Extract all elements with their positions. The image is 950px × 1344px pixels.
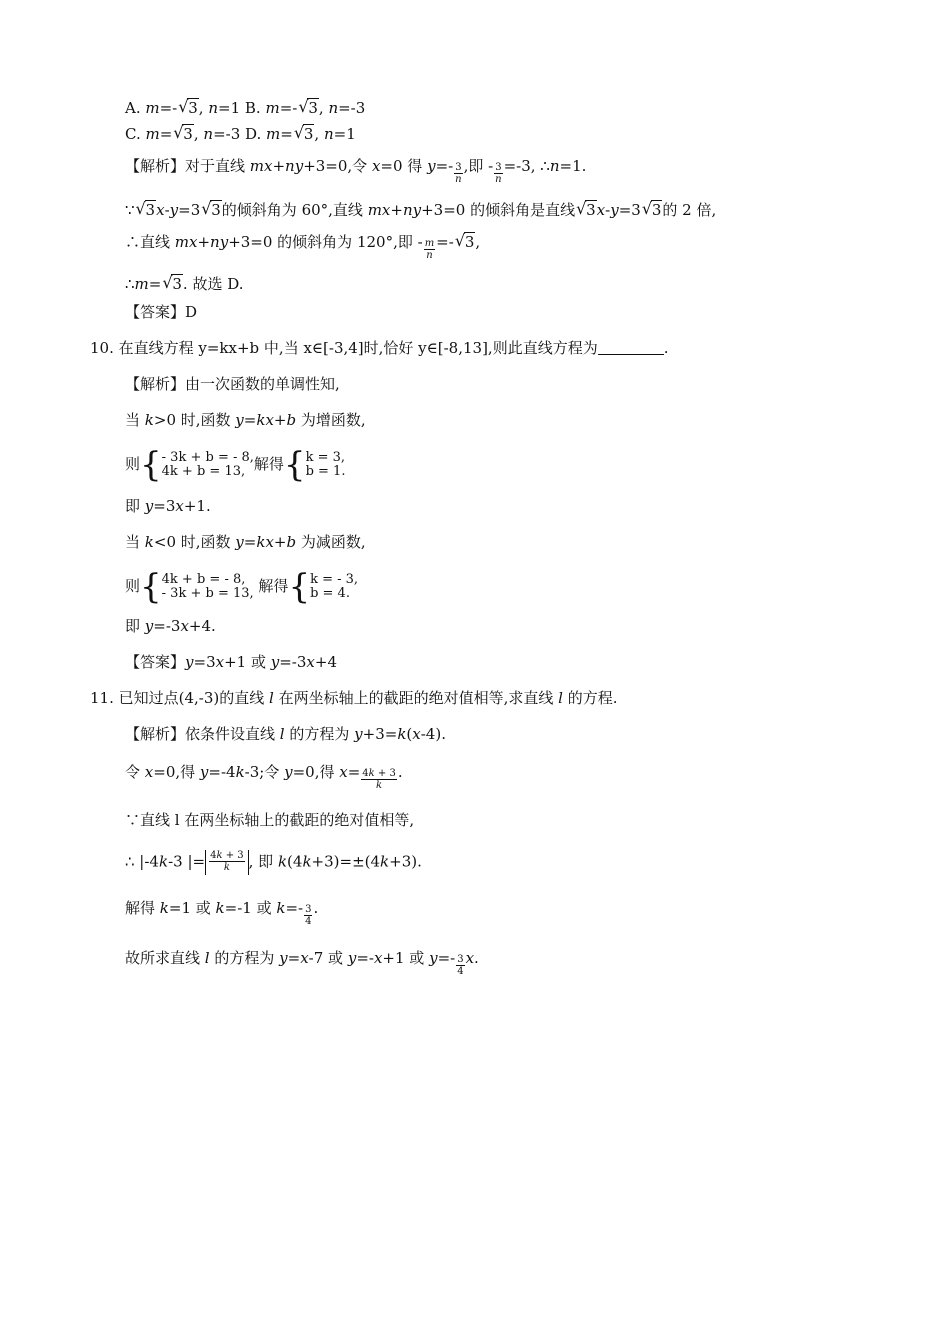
q11-analysis-3: ∵直线 l 在两坐标轴上的截距的绝对值相等, xyxy=(125,811,415,829)
q10-answer: 【答案】y=3x+1 或 y=-3x+4 xyxy=(125,653,338,671)
q9-options-cd: C. m=√ 3, n=-3 D. m=√ 3, n=1 xyxy=(125,124,356,144)
q11-analysis-5: 解得 k=1 或 k=-1 或 k=- $\frac{3}{4}$ . xyxy=(125,899,319,927)
q9-options-ab: A. m=-√ 3, n=1 B. m=-√ 3, n=-3 xyxy=(125,98,365,118)
q11-analysis-4: ∴ |-4k-3 |= $\frac{4k + 3}{k}$ , 即 k(4k+3)=±(4k+3). xyxy=(125,850,422,873)
q9-analysis-4: ∴m=√ 3. 故选 D. xyxy=(125,274,243,294)
q10-analysis-5: 即 y=-3x+4. xyxy=(125,617,216,635)
q11-analysis-1: 【解析】依条件设直线 l 的方程为 y+3=k(x-4). xyxy=(125,725,446,743)
q10-analysis-2: 当 k>0 时,函数 y=kx+b 为增函数, xyxy=(125,411,366,429)
q10-system-1: 则{- 3k + b = - 8, 4k + b = 13, 解得{k = 3, b = 1. xyxy=(125,445,346,485)
q10-analysis-3: 即 y=3x+1. xyxy=(125,497,211,515)
q9-analysis-1: 【解析】对于直线 mx+ny+3=0,令 x=0 得 y=- $\frac{3}{n}$ ,即 - $\frac{3}{n}$ =-3, ∴n=1. xyxy=(125,157,587,185)
q9-answer: 【答案】D xyxy=(125,303,198,321)
q11-stem: 11. 已知过点(4,-3)的直线 l 在两坐标轴上的截距的绝对值相等,求直线 l 的方程. xyxy=(90,689,618,707)
q11-analysis-6: 故所求直线 l 的方程为 y=x-7 或 y=-x+1 或 y=- $\frac{3}{4}$ x. xyxy=(125,949,479,977)
answer-blank[interactable] xyxy=(598,340,664,355)
q11-analysis-2: 令 x=0,得 y=-4k-3;令 y=0,得 x= $\frac{4k + 3}{k}$ . xyxy=(125,763,403,791)
q10-system-2: 则{4k + b = - 8, - 3k + b = 13, 解得{k = - 3, b = 4. xyxy=(125,567,359,607)
q10-analysis-1: 【解析】由一次函数的单调性知, xyxy=(125,375,340,393)
q10-stem: 10. 在直线方程 y=kx+b 中,当 x∈[-3,4]时,恰好 y∈[-8,13],则此直线方程为 . xyxy=(90,339,669,357)
q10-analysis-4: 当 k<0 时,函数 y=kx+b 为减函数, xyxy=(125,533,366,551)
q9-analysis-2: ∵√ 3x-y=3√ 3的倾斜角为 60°,直线 mx+ny+3=0 的倾斜角是直线√ 3x-y=3√ 3的 2 倍, xyxy=(125,200,716,220)
q9-analysis-3: ∴直线 mx+ny+3=0 的倾斜角为 120°,即 - $\frac{m}{n}$ =-√ 3, xyxy=(125,232,480,261)
